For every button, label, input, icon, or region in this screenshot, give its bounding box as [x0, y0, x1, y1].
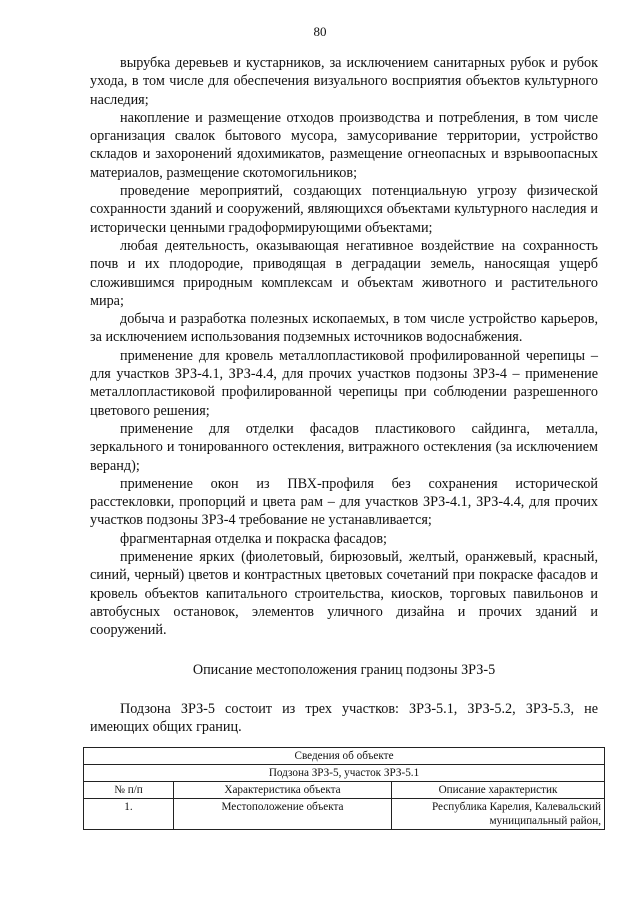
paragraph-pvc-windows: применение окон из ПВХ-профиля без сохранения исторической расстекловки, пропорций и цвета рам – для участков ЗРЗ-4.1, ЗРЗ-4.4, для прочих участков подзоны ЗРЗ-4 требование не устанавливается; [90, 475, 598, 529]
paragraph-facade-finishing: применение для отделки фасадов пластикового сайдинга, металла, зеркального и тонированного остекления, витражного остекления (за исключением веранд); [90, 420, 598, 474]
table-row [84, 799, 605, 830]
table-title-row [84, 748, 605, 765]
table-header-number: № п/п [84, 782, 174, 799]
table-cell-description: Республика Карелия, Калевальский муниципальный район, [392, 799, 605, 830]
page-number: 80 [313, 24, 327, 39]
table-header-characteristic: Характеристика объекта [174, 782, 392, 799]
table-cell-characteristic: Местоположение объекта [174, 799, 392, 830]
table-subtitle: Подзона ЗРЗ-5, участок ЗРЗ-5.1 [84, 765, 605, 782]
paragraph-waste-storage: накопление и размещение отходов производства и потребления, в том числе организация свалок бытового мусора, замусоривание территории, устройство складов и захоронений ядохимикатов, размещение огнеопасных и взрывоопасных материалов, размещение скотомогильников; [90, 109, 598, 181]
document-body [90, 54, 598, 736]
object-info-table [83, 747, 605, 830]
paragraph-soil-impact: любая деятельность, оказывающая негативное воздействие на сохранность почв и их плодородие, приводящая в деградации земель, наносящая ущерб сложившимся природным комплексам и объектам животного и растительного мира; [90, 237, 598, 309]
paragraph-tree-felling: вырубка деревьев и кустарников, за исключением санитарных рубок и рубок ухода, в том числе для обеспечения визуального восприятия объектов культурного наследия; [90, 55, 598, 108]
paragraph-fragmentary-painting: фрагментарная отделка и покраска фасадов; [120, 530, 387, 547]
paragraph-mining: добыча и разработка полезных ископаемых, в том числе устройство карьеров, за исключением использования подземных источников водоснабжения. [90, 311, 598, 346]
intro-paragraph: Подзона ЗРЗ-5 состоит из трех участков: ЗРЗ-5.1, ЗРЗ-5.2, ЗРЗ-5.3, не имеющих общих границ. [90, 700, 598, 736]
table-header-description: Описание характеристик [392, 782, 605, 799]
table-subtitle-row [84, 765, 605, 782]
table-cell-number: 1. [84, 799, 174, 830]
paragraph-bright-colors: применение ярких (фиолетовый, бирюзовый, желтый, оранжевый, красный, синий, черный) цветов и контрастных цветовых сочетаний при покраске фасадов и кровель объектов капитального строительства, киосков, торговых павильонов и автобусных остановок, элементов уличного дизайна и прочих зданий и сооружений. [90, 549, 598, 639]
paragraph-threat-activities: проведение мероприятий, создающих потенциальную угрозу физической сохранности зданий и сооружений, являющихся объектами культурного наследия и исторически ценными градоформирующими объектами; [90, 183, 598, 236]
table-title: Сведения об объекте [84, 748, 605, 765]
paragraph-roofing: применение для кровель металлопластиковой профилированной черепицы – для участков ЗРЗ-4.1, ЗРЗ-4.4, для прочих участков подзоны ЗРЗ-4 – применение металлопластиковой профилированной черепицы при соблюдении разрешенного цветового решения; [90, 347, 598, 419]
table-header-row [84, 782, 605, 799]
section-title: Описание местоположения границ подзоны ЗРЗ-5 [192, 661, 496, 678]
